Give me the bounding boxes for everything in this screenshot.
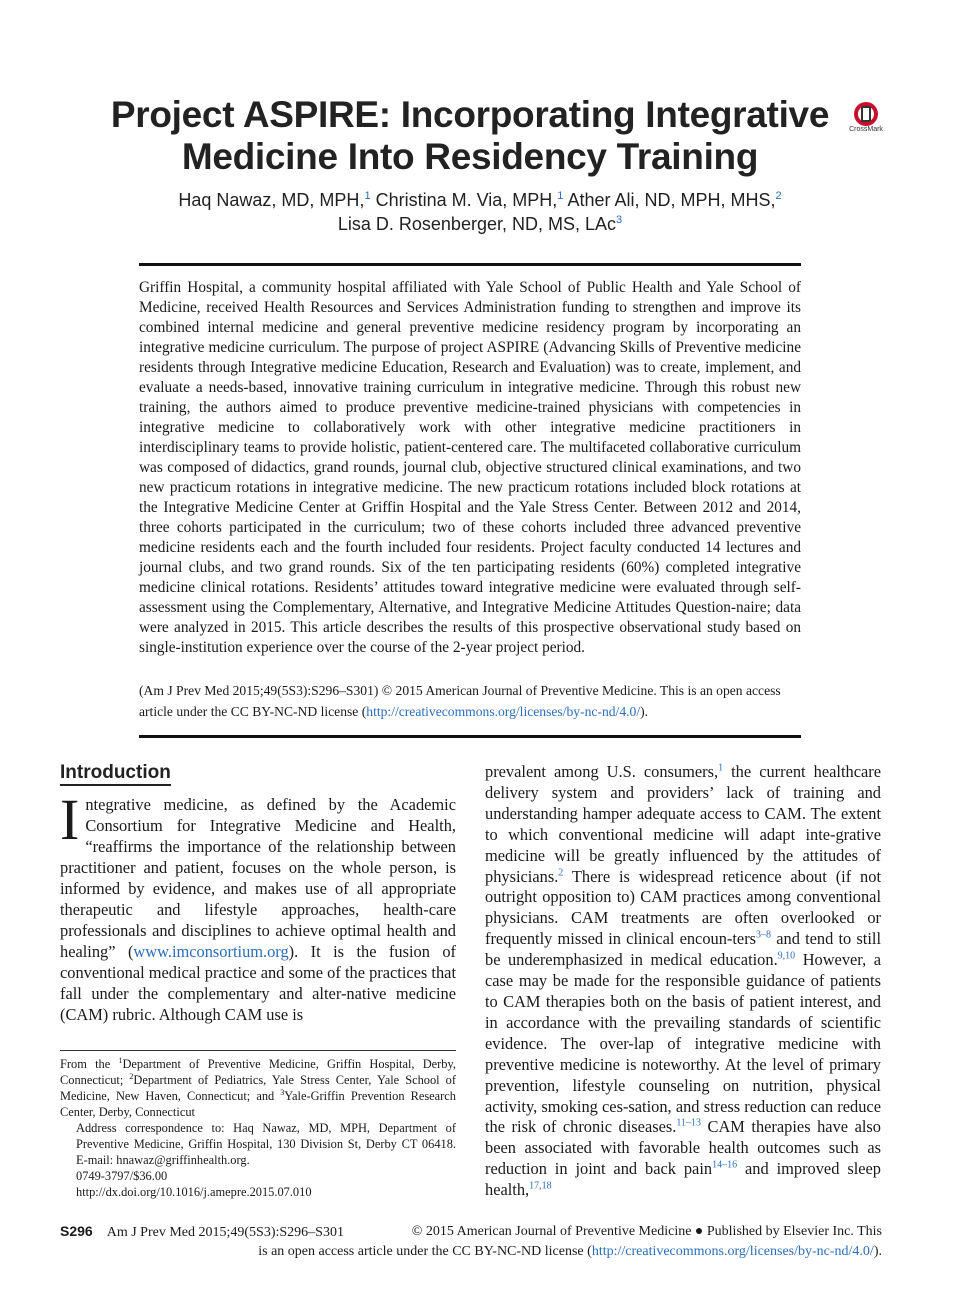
footer-license-link[interactable]: http://creativecommons.org/licenses/by-nc-nd/4.0/ [591,1244,874,1259]
intro-paragraph-text: ntegrative medicine, as defined by the Academic Consortium for Integrative Medicine and Health, “reaffirms the importance of the relationship between practitioner and patient, focuses on the whole person, is informed by evidence, and makes use of all appropriate therapeutic and lifestyle approaches, health-care professionals and disciplines to achieve optimal health and healing” ( [60,795,456,961]
page-footer [60,1222,882,1261]
footnote-rule [60,1050,456,1051]
page-number: S296 [60,1223,93,1239]
affiliation-footnote [60,1056,456,1200]
license-link[interactable]: http://creativecommons.org/licenses/by-nc-nd/4.0/ [366,704,641,719]
abstract-bottom-rule [139,735,801,738]
reference-link[interactable]: 17,18 [529,1180,552,1192]
body-text: However, a case may be made for the responsible guidance of patients to CAM therapies both on the basis of patient interest, and in accordance with the prevailing standards of scientific evidence. The over-lap of integrative medicine with preventive medicine is noteworthy. At the level of primary prevention, lifestyle counseling on nutrition, physical activity, smoking ces-sation, and stress reduction can reduce the risk of chronic diseases. [485,950,881,1137]
abstract-top-rule [139,263,801,266]
author-line-2 [80,212,880,236]
reference-link[interactable]: 14–16 [712,1159,738,1171]
abstract-citation [139,680,801,722]
intro-left-column [60,787,456,1025]
footer-left [60,1222,344,1242]
affiliation-text: Yale-Griffin Prevention Research Center, Derby, Connecticut [60,1089,456,1119]
article-title: Project ASPIRE: Incorporating Integrative Medicine Into Residency Training [110,94,830,177]
copyright-line: © 2015 American Journal of Preventive Medicine ● Published by Elsevier Inc. This [411,1224,882,1239]
doi-link[interactable]: http://dx.doi.org/10.1016/j.amepre.2015.07.010 [76,1185,312,1199]
abstract-text: Griffin Hospital, a community hospital affiliated with Yale School of Public Health and Yale School of Medicine, received Health Resources and Services Administration funding to strengthen and improve its combined internal medicine and general preventive medicine residency program by incorporating an integrative medicine curriculum. The purpose of project ASPIRE (Advancing Skills of Preventive medicine residents through Integrative medicine Education, Research and Evaluation) was to create, implement, and evaluate a needs-based, innovative training curriculum in integrative medicine. Through this robust new training, the authors aimed to produce preventive medicine-trained physicians with competencies in integrative medicine to collaboratively work with other integrative medicine practitioners in interdisciplinary teams to provide holistic, patient-centered care. The multifaceted collaborative curriculum was composed of didactics, grand rounds, journal club, objective structured clinical examinations, and two new practicum rotations in integrative medicine. The new practicum rotations included block rotations at the Integrative Medicine Center at Griffin Hospital and the Yale Stress Center. Between 2012 and 2014, three cohorts participated in the curriculum; two of these cohorts included three advanced preventive medicine residents each and the fourth included four residents. Project faculty conducted 14 lectures and journal clubs, and two grand rounds. Six of the ten participating residents (60%) completed integrative medicine clinical rotations. Residents’ attitudes toward integrative medicine were evaluated through self-assessment using the Complementary, Alternative, and Integrative Medicine Attitudes Question-naire; data were analyzed in 2015. This article describes the results of this prospective observational study based on single-institution experience over the course of the 2-year project period. [139,279,801,656]
license-text: is an open access article under the CC BY-NC-ND license ( [258,1244,592,1259]
dropcap: I [60,787,80,852]
reference-link[interactable]: 9,10 [777,950,796,962]
body-text: the current healthcare delivery system and providers’ lack of training and understanding hamper adequate access to CAM. The extent to which conventional medicine will adapt inte-grative medicine will be greatly influenced by the attitudes of physicians. [485,762,881,886]
citation-text: (Am J Prev Med 2015;49(5S3):S296–S301) © 2015 American Journal of Preventive Medicine. This is an open access article under the CC BY-NC-ND license ( [139,683,781,719]
affiliation-text: Department of Pediatrics, Yale Stress Center, Yale School of Medicine, New Haven, Connecticut; and [60,1073,456,1103]
reference-link[interactable]: 1 [718,762,724,774]
from-label: From the [60,1057,119,1071]
reference-link[interactable]: 2 [558,867,564,879]
author-name: Lisa D. Rosenberger, ND, MS, LAc [337,214,616,234]
author-name: Christina M. Via, MPH, [375,190,558,210]
imconsortium-link[interactable]: www.imconsortium.org [133,942,289,961]
author-name: Ather Ali, ND, MPH, MHS, [567,190,776,210]
citation-close: ). [640,704,649,719]
affiliation-number: 2 [129,1071,134,1081]
intro-paragraph-text-cont: ). It is the fusion of conventional medical practice and some of the practices that fall under the complementary and alter-native medicine (CAM) rubric. Although CAM use is [60,942,456,1024]
body-text: prevalent among U.S. consumers, [485,762,719,781]
body-text: There is widespread reticence about (if not outright opposition to) CAM practices among conventional physicians. CAM treatments are often overlooked or frequently missed in clinical encoun-ters [485,866,881,949]
license-close: ). [873,1244,882,1259]
reference-link[interactable]: 11–13 [676,1117,701,1129]
intro-right-column [485,762,881,1201]
reference-link[interactable]: 3–8 [756,929,772,941]
author-name: Haq Nawaz, MD, MPH, [178,190,365,210]
affiliation-text: Department of Preventive Medicine, Griffin Hospital, Derby, Connecticut; [60,1057,456,1087]
issn: 0749-3797/$36.00 [76,1169,168,1183]
journal-citation: Am J Prev Med 2015;49(5S3):S296–S301 [106,1225,344,1240]
affiliation-number: 1 [118,1055,123,1065]
introduction-heading: Introduction [60,762,171,786]
body-text: CAM therapies have also been associated with favorable health outcomes such as reduction in joint and back pain [485,1117,881,1179]
body-text: and tend to still be underemphasized in medical education. [485,929,881,970]
author-affiliation-ref[interactable]: 3 [616,214,623,226]
correspondence: Address correspondence to: Haq Nawaz, MD, MPH, Department of Preventive Medicine, Griffin Hospital, 130 Division St, Derby CT 06418. E-mail: hnawaz@griffinhealth.org. [76,1121,456,1167]
affiliation-number: 3 [280,1087,285,1097]
footer-line-2 [60,1242,882,1261]
author-affiliation-ref[interactable]: 1 [364,190,371,202]
footer-line-1 [60,1222,882,1242]
crossmark-label: CrossMark [849,126,883,133]
author-list [80,188,880,236]
author-line-1 [80,188,880,212]
affiliations [60,1056,456,1120]
author-affiliation-ref[interactable]: 2 [775,190,782,202]
body-text: and improved sleep health, [485,1159,881,1200]
author-affiliation-ref[interactable]: 1 [557,190,564,202]
